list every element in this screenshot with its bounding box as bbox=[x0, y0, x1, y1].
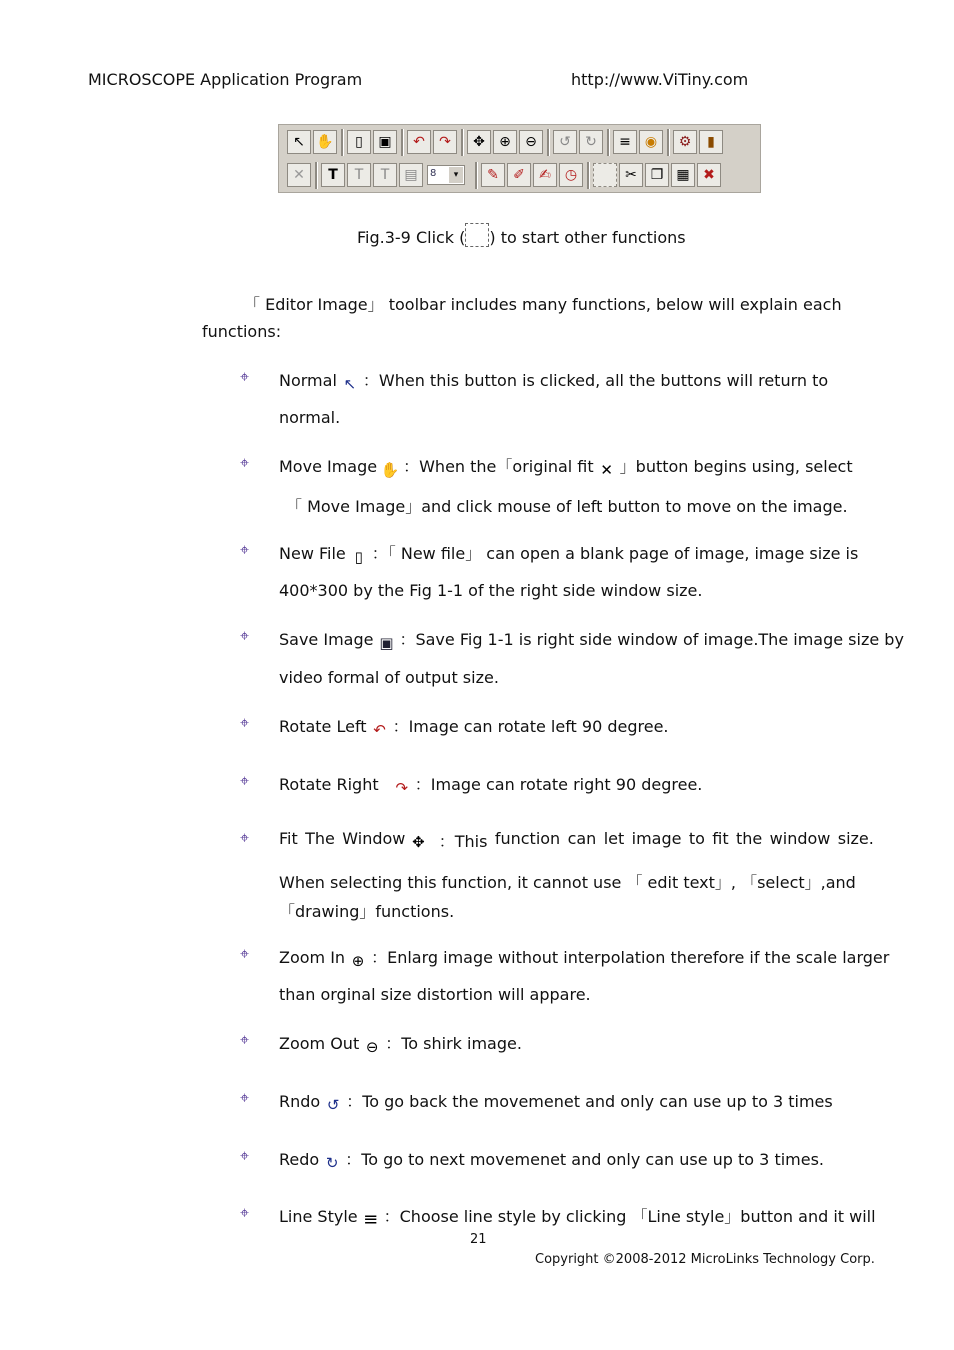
item-label: Normal bbox=[279, 371, 337, 390]
item-text: ：「 New file」 can open a blank page of image, image size is bbox=[371, 544, 859, 563]
save-icon: ▣ bbox=[379, 634, 394, 652]
header-title: MICROSCOPE Application Program bbox=[88, 70, 363, 89]
item-label: Rotate Left bbox=[279, 717, 367, 736]
pointer-icon: ↖ bbox=[287, 130, 311, 154]
bullet-icon: ⌖ bbox=[240, 1088, 250, 1107]
undo-icon: ↺ bbox=[326, 1096, 340, 1114]
undo-icon: ↺ bbox=[553, 130, 577, 154]
select-rect-icon bbox=[593, 163, 617, 187]
zoom-in-icon: ⊕ bbox=[493, 130, 517, 154]
item-text: ：Image can rotate right 90 degree. bbox=[414, 775, 703, 794]
delete-icon: ✖ bbox=[697, 163, 721, 187]
original-fit-icon: ✕ bbox=[287, 163, 311, 187]
word: The bbox=[305, 829, 335, 848]
bullet-icon: ⌖ bbox=[240, 1030, 250, 1049]
word: ：This bbox=[438, 832, 488, 851]
word bbox=[342, 829, 431, 853]
line-style-icon: ≡ bbox=[363, 1209, 379, 1230]
rotate-left-icon: ↶ bbox=[407, 130, 431, 154]
line-style-icon: ≡ bbox=[613, 130, 637, 154]
item-text-2: than orginal size distortion will appare. bbox=[279, 985, 591, 1004]
zoom-in-icon: ⊕ bbox=[351, 952, 365, 970]
item-text-3: 「drawing」functions. bbox=[279, 902, 455, 921]
item-label: Save Image bbox=[279, 630, 374, 649]
pencil-icon: ✎ bbox=[481, 163, 505, 187]
item-text-2: video formal of output size. bbox=[279, 668, 499, 687]
item-text-2: When selecting this function, it cannot use 「 edit text」, 「select」,and bbox=[279, 873, 856, 892]
zoom-out-icon: ⊖ bbox=[365, 1038, 379, 1056]
item-label: Line Style bbox=[279, 1207, 358, 1226]
item-label: Zoom Out bbox=[279, 1034, 360, 1053]
word: function bbox=[494, 829, 561, 848]
caption-text-before: Fig.3-9 Click ( bbox=[357, 228, 466, 247]
copyright: Copyright ©2008-2012 MicroLinks Technology Corp. bbox=[535, 1252, 875, 1267]
clock-icon: ◷ bbox=[559, 163, 583, 187]
copy-icon: ❐ bbox=[645, 163, 669, 187]
select-rect-icon bbox=[465, 223, 489, 247]
text-box-icon: ▤ bbox=[399, 163, 423, 187]
fit-window-icon: ✥ bbox=[412, 833, 425, 851]
hand-icon: ✋ bbox=[313, 130, 337, 154]
bullet-icon: ⌖ bbox=[240, 540, 250, 559]
palette-icon: ◉ bbox=[639, 130, 663, 154]
word: window bbox=[769, 829, 831, 848]
bullet-icon: ⌖ bbox=[240, 944, 250, 963]
pointer-icon: ↖ bbox=[343, 375, 357, 393]
bullet-icon: ⌖ bbox=[240, 1203, 250, 1222]
item-text: ：To go back the movemenet and only can use up to 3 times bbox=[346, 1092, 833, 1111]
intro-line-1: 「 Editor Image」 toolbar includes many functions, below will explain each bbox=[244, 295, 842, 314]
fit-window-icon: ✥ bbox=[467, 130, 491, 154]
paste-icon: ▦ bbox=[671, 163, 695, 187]
new-file-icon: ▯ bbox=[354, 548, 363, 566]
bullet-icon: ⌖ bbox=[240, 828, 250, 847]
item-label: Rndo bbox=[279, 1092, 321, 1111]
item-text: ：To shirk image. bbox=[385, 1034, 522, 1053]
intro-line-2: functions: bbox=[202, 322, 282, 341]
zoom-out-icon: ⊖ bbox=[519, 130, 543, 154]
rotate-left-icon: ↶ bbox=[373, 721, 386, 739]
item-text-2: 「 Move Image」and click mouse of left button to move on the image. bbox=[286, 497, 848, 516]
redo-icon: ↻ bbox=[579, 130, 603, 154]
bullet-icon: ⌖ bbox=[240, 713, 250, 732]
hand-icon: ✋ bbox=[380, 461, 400, 479]
item-text-b: 」button begins using, select bbox=[619, 457, 853, 476]
text-icon: T bbox=[321, 163, 345, 187]
word: can bbox=[567, 829, 597, 848]
word: Fit bbox=[279, 829, 298, 848]
text-shadow-icon: T bbox=[373, 163, 397, 187]
caption-text-after: ) to start other functions bbox=[489, 228, 686, 247]
word: to bbox=[688, 829, 705, 848]
header-url: http://www.ViTiny.com bbox=[571, 70, 749, 89]
item-label: Rotate Right bbox=[279, 775, 379, 794]
bullet-icon: ⌖ bbox=[240, 367, 250, 386]
page-number: 21 bbox=[470, 1232, 487, 1247]
item-label: Zoom In bbox=[279, 948, 346, 967]
item-label: Redo bbox=[279, 1150, 320, 1169]
item-text: ：Image can rotate left 90 degree. bbox=[392, 717, 669, 736]
item-text-2: normal. bbox=[279, 408, 341, 427]
bullet-icon: ⌖ bbox=[240, 626, 250, 645]
bullet-icon: ⌖ bbox=[240, 1146, 250, 1165]
text-outline-icon: T bbox=[347, 163, 371, 187]
item-text: ：Save Fig 1-1 is right side window of image.The image size by bbox=[399, 630, 904, 649]
item-label: New File bbox=[279, 544, 346, 563]
item-label: Window bbox=[342, 829, 406, 848]
word: image bbox=[631, 829, 682, 848]
word: let bbox=[603, 829, 625, 848]
word: the bbox=[736, 829, 763, 848]
save-icon: ▣ bbox=[373, 130, 397, 154]
original-fit-icon: ✕ bbox=[600, 461, 613, 479]
item-label: Move Image bbox=[279, 457, 378, 476]
cut-icon: ✂ bbox=[619, 163, 643, 187]
bullet-icon: ⌖ bbox=[240, 453, 250, 472]
rotate-right-icon: ↷ bbox=[395, 779, 409, 797]
toolbar-row-1 bbox=[281, 127, 758, 158]
figure-caption bbox=[357, 223, 686, 247]
item-text: ：When this button is clicked, all the buttons will return to bbox=[362, 371, 829, 390]
rotate-right-icon: ↷ bbox=[433, 130, 457, 154]
edit-icon: ✍ bbox=[533, 163, 557, 187]
new-file-icon: ▯ bbox=[347, 130, 371, 154]
item-text: ：When the「original fit bbox=[403, 457, 594, 476]
item-text: ：Choose line style by clicking 「Line style」button and it will bbox=[383, 1207, 876, 1226]
item-text-2: 400*300 by the Fig 1-1 of the right side window size. bbox=[279, 581, 703, 600]
item-text: ：Enlarg image without interpolation therefore if the scale larger bbox=[371, 948, 890, 967]
settings-icon: ⚙ bbox=[673, 130, 697, 154]
redo-icon: ↻ bbox=[325, 1154, 339, 1172]
word: fit bbox=[712, 829, 729, 848]
font-size-combo bbox=[427, 165, 465, 185]
exit-icon: ▮ bbox=[699, 130, 723, 154]
word: size. bbox=[837, 829, 874, 848]
chevron-down-icon: ▾ bbox=[449, 167, 463, 183]
editor-toolbar-figure bbox=[278, 124, 761, 193]
brush-icon: ✐ bbox=[507, 163, 531, 187]
toolbar-row-2 bbox=[281, 160, 758, 191]
font-size-value: 8 bbox=[430, 168, 437, 179]
item-text: ：To go to next movemenet and only can use up to 3 times. bbox=[345, 1150, 825, 1169]
bullet-icon: ⌖ bbox=[240, 771, 250, 790]
